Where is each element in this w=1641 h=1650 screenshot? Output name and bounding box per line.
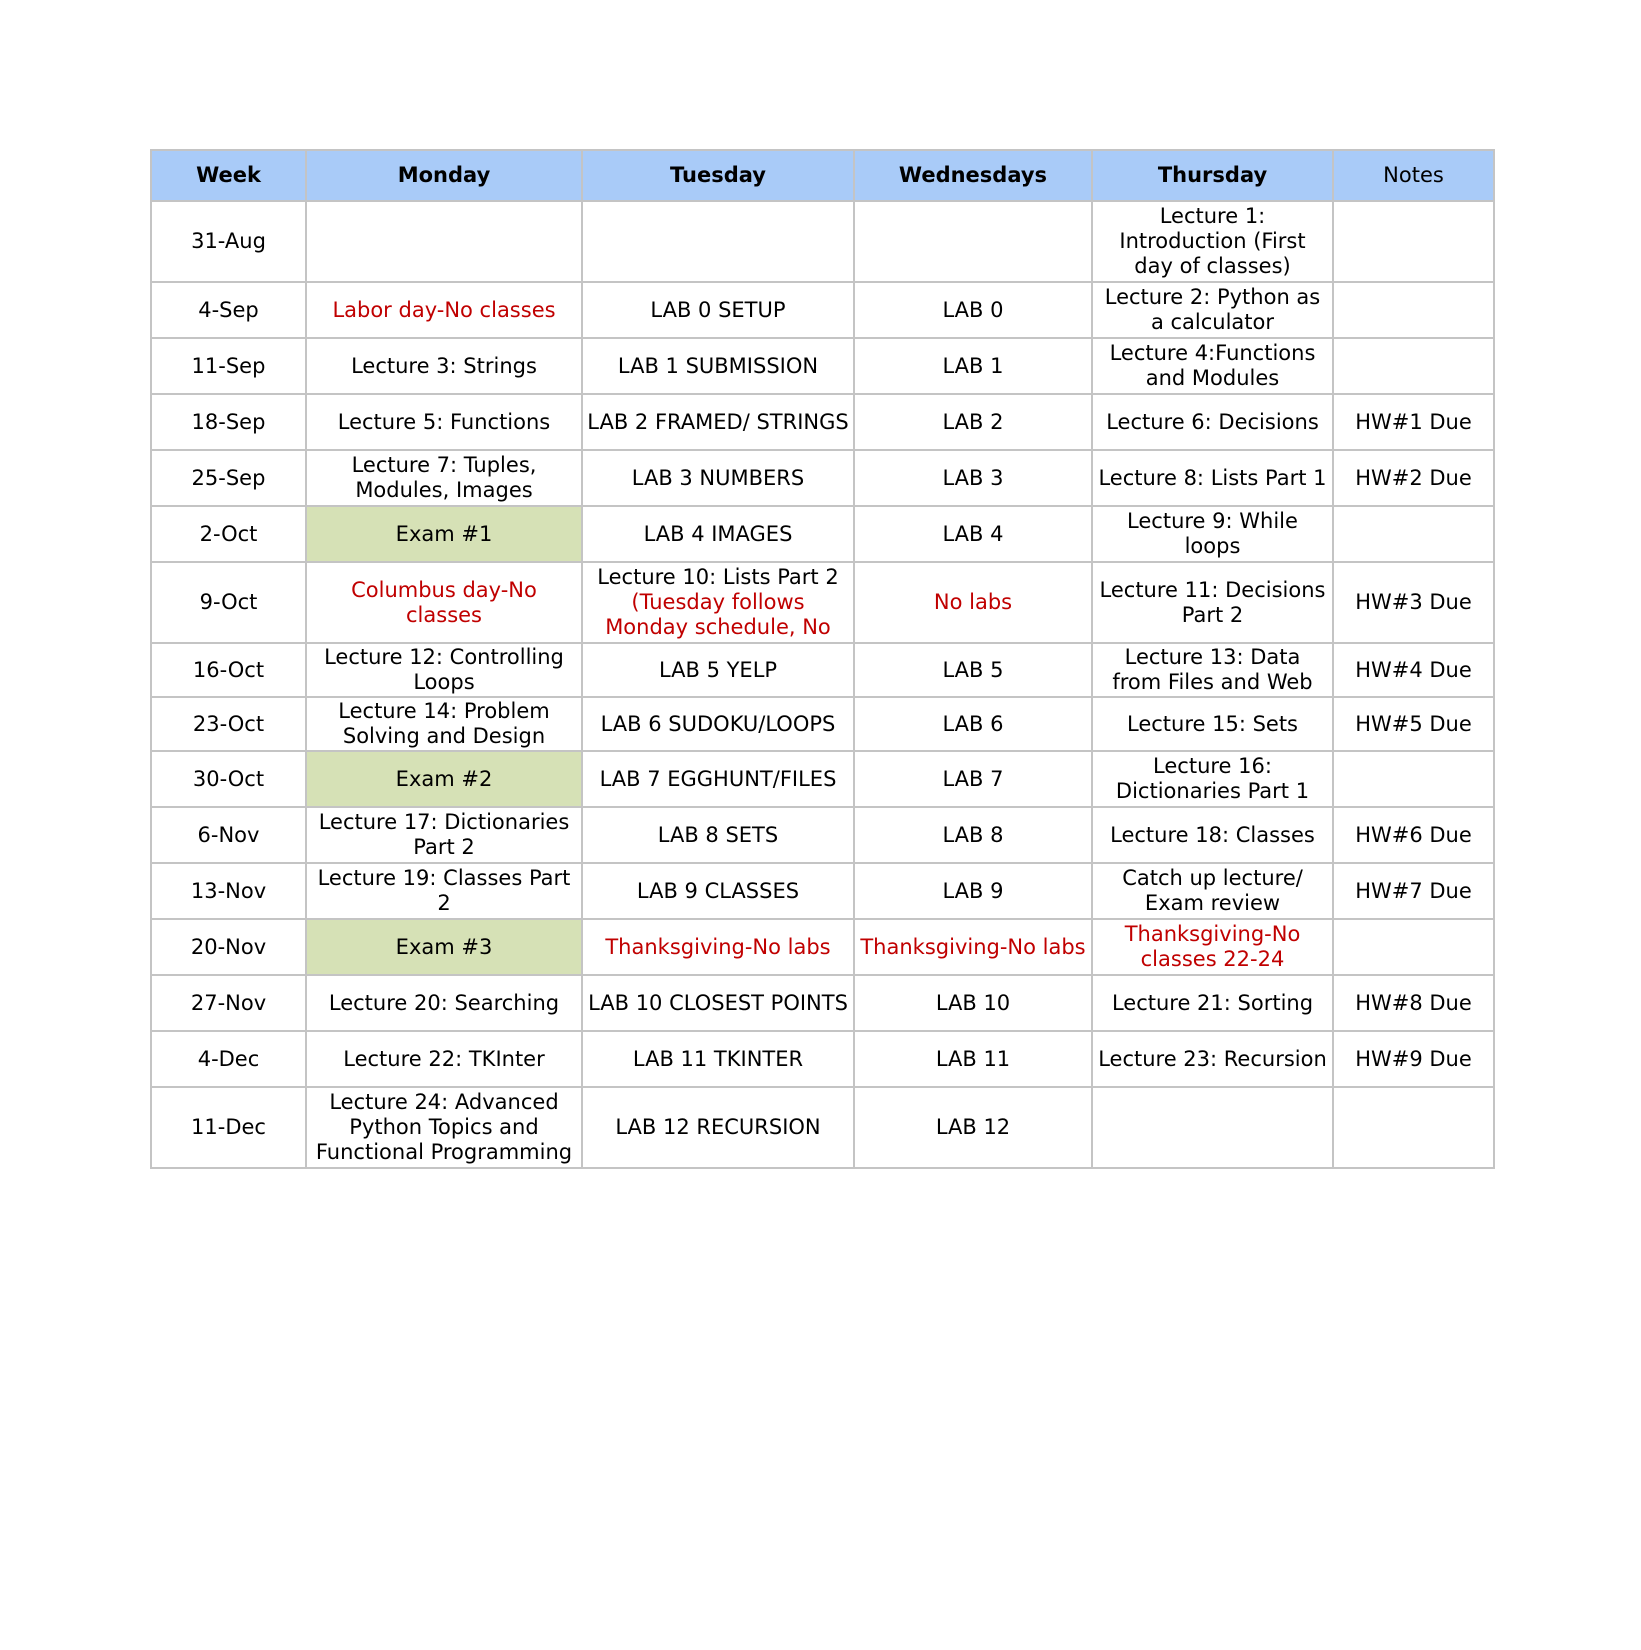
wednesday-cell: No labs [854,562,1092,643]
tuesday-cell [582,201,854,282]
thursday-cell: Lecture 4:Functions and Modules [1092,338,1333,394]
wednesday-cell: LAB 6 [854,697,1092,751]
week-cell: 25-Sep [151,450,306,506]
tuesday-cell: LAB 5 YELP [582,643,854,697]
schedule-note-line: (Tuesday follows Monday schedule, No [605,590,831,639]
wednesday-cell: LAB 10 [854,975,1092,1031]
tuesday-cell-content [587,565,849,640]
notes-cell: HW#2 Due [1333,450,1494,506]
exam-cell: Exam #1 [306,506,582,562]
wednesday-cell: LAB 3 [854,450,1092,506]
table-row [151,751,1494,807]
week-cell: 4-Dec [151,1031,306,1087]
header-row [151,150,1494,201]
week-cell: 16-Oct [151,643,306,697]
table-row [151,697,1494,751]
thursday-cell: Lecture 15: Sets [1092,697,1333,751]
week-cell: 6-Nov [151,807,306,863]
exam-cell: Exam #2 [306,751,582,807]
notes-cell [1333,338,1494,394]
tuesday-cell: LAB 10 CLOSEST POINTS [582,975,854,1031]
header-week: Week [151,150,306,201]
monday-cell: Columbus day-No classes [306,562,582,643]
thursday-cell: Lecture 11: Decisions Part 2 [1092,562,1333,643]
thursday-cell: Lecture 9: While loops [1092,506,1333,562]
week-cell: 11-Sep [151,338,306,394]
notes-cell: HW#1 Due [1333,394,1494,450]
tuesday-cell: LAB 2 FRAMED/ STRINGS [582,394,854,450]
notes-cell [1333,506,1494,562]
week-cell: 18-Sep [151,394,306,450]
table-row [151,394,1494,450]
thursday-cell: Lecture 6: Decisions [1092,394,1333,450]
monday-cell: Lecture 17: Dictionaries Part 2 [306,807,582,863]
notes-cell [1333,1087,1494,1168]
week-cell: 13-Nov [151,863,306,919]
tuesday-cell: LAB 9 CLASSES [582,863,854,919]
table-row [151,282,1494,338]
thursday-cell: Lecture 13: Data from Files and Web [1092,643,1333,697]
monday-cell: Labor day-No classes [306,282,582,338]
notes-cell: HW#4 Due [1333,643,1494,697]
wednesday-cell: LAB 12 [854,1087,1092,1168]
notes-cell: HW#5 Due [1333,697,1494,751]
tuesday-cell: LAB 1 SUBMISSION [582,338,854,394]
monday-cell: Lecture 24: Advanced Python Topics and Functional Programming [306,1087,582,1168]
thursday-cell: Lecture 1: Introduction (First day of classes) [1092,201,1333,282]
thursday-cell: Catch up lecture/ Exam review [1092,863,1333,919]
lecture-line: Lecture 10: Lists Part 2 [597,565,839,589]
tuesday-cell: LAB 0 SETUP [582,282,854,338]
thursday-cell: Lecture 21: Sorting [1092,975,1333,1031]
wednesday-cell: Thanksgiving-No labs [854,919,1092,975]
table-row [151,450,1494,506]
tuesday-cell: LAB 12 RECURSION [582,1087,854,1168]
table-row [151,1087,1494,1168]
table-row [151,643,1494,697]
week-cell: 4-Sep [151,282,306,338]
monday-cell: Lecture 12: Controlling Loops [306,643,582,697]
tuesday-cell: LAB 11 TKINTER [582,1031,854,1087]
table-row [151,562,1494,643]
header-monday: Monday [306,150,582,201]
wednesday-cell: LAB 0 [854,282,1092,338]
monday-cell: Lecture 5: Functions [306,394,582,450]
table-row [151,338,1494,394]
thursday-cell: Lecture 16: Dictionaries Part 1 [1092,751,1333,807]
thursday-cell: Lecture 23: Recursion [1092,1031,1333,1087]
week-cell: 2-Oct [151,506,306,562]
notes-cell [1333,919,1494,975]
tuesday-cell: LAB 6 SUDOKU/LOOPS [582,697,854,751]
table-row [151,1031,1494,1087]
wednesday-cell: LAB 1 [854,338,1092,394]
wednesday-cell: LAB 11 [854,1031,1092,1087]
monday-cell: Lecture 22: TKInter [306,1031,582,1087]
wednesday-cell: LAB 2 [854,394,1092,450]
monday-cell: Lecture 3: Strings [306,338,582,394]
notes-cell [1333,751,1494,807]
notes-cell [1333,282,1494,338]
wednesday-cell: LAB 7 [854,751,1092,807]
tuesday-cell: Thanksgiving-No labs [582,919,854,975]
table-row [151,201,1494,282]
header-notes: Notes [1333,150,1494,201]
header-thursday: Thursday [1092,150,1333,201]
thursday-cell: Lecture 18: Classes [1092,807,1333,863]
week-cell: 20-Nov [151,919,306,975]
header-tuesday: Tuesday [582,150,854,201]
week-cell: 9-Oct [151,562,306,643]
thursday-cell: Lecture 8: Lists Part 1 [1092,450,1333,506]
header-wednesday: Wednesdays [854,150,1092,201]
monday-cell: Lecture 7: Tuples, Modules, Images [306,450,582,506]
week-cell: 11-Dec [151,1087,306,1168]
monday-cell [306,201,582,282]
tuesday-cell: LAB 3 NUMBERS [582,450,854,506]
table-row [151,919,1494,975]
notes-cell [1333,201,1494,282]
notes-cell: HW#6 Due [1333,807,1494,863]
thursday-cell: Lecture 2: Python as a calculator [1092,282,1333,338]
wednesday-cell: LAB 5 [854,643,1092,697]
tuesday-cell [582,562,854,643]
monday-cell: Lecture 20: Searching [306,975,582,1031]
monday-cell: Lecture 14: Problem Solving and Design [306,697,582,751]
table-row [151,506,1494,562]
table-row [151,807,1494,863]
week-cell: 27-Nov [151,975,306,1031]
wednesday-cell [854,201,1092,282]
table-row [151,863,1494,919]
table-row [151,975,1494,1031]
week-cell: 31-Aug [151,201,306,282]
monday-cell: Lecture 19: Classes Part 2 [306,863,582,919]
notes-cell: HW#8 Due [1333,975,1494,1031]
exam-cell: Exam #3 [306,919,582,975]
wednesday-cell: LAB 9 [854,863,1092,919]
schedule-table [150,149,1495,1169]
wednesday-cell: LAB 4 [854,506,1092,562]
thursday-cell [1092,1087,1333,1168]
notes-cell: HW#7 Due [1333,863,1494,919]
notes-cell: HW#3 Due [1333,562,1494,643]
week-cell: 23-Oct [151,697,306,751]
week-cell: 30-Oct [151,751,306,807]
notes-cell: HW#9 Due [1333,1031,1494,1087]
tuesday-cell: LAB 8 SETS [582,807,854,863]
wednesday-cell: LAB 8 [854,807,1092,863]
tuesday-cell: LAB 7 EGGHUNT/FILES [582,751,854,807]
tuesday-cell: LAB 4 IMAGES [582,506,854,562]
thursday-cell: Thanksgiving-No classes 22-24 [1092,919,1333,975]
